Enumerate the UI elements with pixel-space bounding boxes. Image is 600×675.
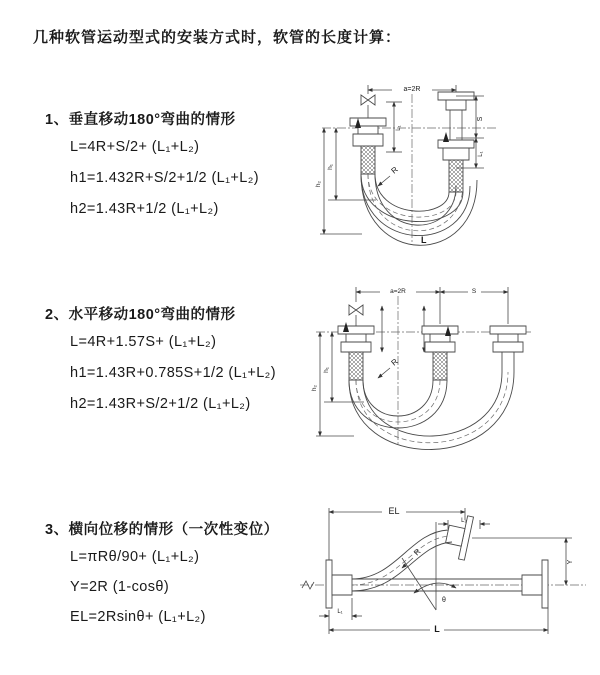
hose-u-bend [349, 372, 514, 450]
section-1-formula-h2: h2=1.43R+1/2 (L₁+L₂) [70, 201, 219, 217]
right-flange-assembly [490, 326, 526, 372]
radius-label: R [389, 164, 400, 176]
left-flange-assembly [338, 326, 374, 380]
dim-label-h-inner: h₁ [323, 367, 330, 373]
dim-label-a2r: a=2R [403, 86, 421, 93]
section-2-formula-l: L=4R+1.57S+ (L₁+L₂) [70, 334, 217, 350]
diagram-vertical-movement [306, 72, 550, 258]
section-2-formula-h1: h1=1.43R+0.785S+1/2 (L₁+L₂) [70, 365, 276, 381]
dim-label-y: Y [567, 559, 574, 565]
left-flange-assembly [350, 118, 386, 174]
length-label: L [421, 235, 427, 245]
valve-icon [361, 95, 375, 118]
dim-label-h-outer: h₂ [311, 384, 318, 392]
right-flange-original [522, 560, 548, 608]
section-1-formula-h1: h1=1.432R+S/2+1/2 (L₁+L₂) [70, 170, 260, 186]
braided-hose-section [433, 352, 447, 380]
valve-icon [349, 305, 363, 326]
section-1-heading: 1、垂直移动180°弯曲的情形 [45, 112, 236, 128]
radius-arrow [378, 368, 390, 378]
radius-label: R [389, 356, 400, 368]
diagram-horizontal-movement [306, 278, 556, 454]
section-3-formula-y: Y=2R (1-cosθ) [70, 579, 170, 595]
section-3-heading: 3、横向位移的情形（一次性变位） [45, 522, 279, 538]
hose-displaced-position [352, 530, 452, 591]
radius-label: R [412, 546, 423, 558]
length-label: L [434, 624, 440, 634]
braided-hose-section [349, 352, 363, 380]
break-mark-icon [302, 581, 314, 589]
middle-flange-assembly [422, 326, 458, 380]
left-flange [326, 560, 352, 608]
section-3-formula-l: L=πRθ/90+ (L₁+L₂) [70, 549, 200, 565]
diagram-lateral-displacement [296, 498, 596, 643]
radius-arrow [378, 176, 390, 186]
dim-label-h-inner: h₁ [327, 164, 334, 170]
section-1-formula-l: L=4R+S/2+ (L₁+L₂) [70, 139, 200, 155]
angle-label: θ [442, 597, 446, 604]
section-3-formula-el: EL=2Rsinθ+ (L₁+L₂) [70, 609, 206, 625]
page-title: 几种软管运动型式的安装方式时，软管的长度计算： [33, 29, 402, 46]
right-flange-displaced [443, 513, 474, 561]
up-arrow-icon [443, 132, 449, 142]
section-2-formula-h2: h2=1.43R+S/2+1/2 (L₁+L₂) [70, 396, 251, 412]
dim-label-a2r: a=2R [390, 288, 406, 295]
dim-label-l2: L₂ [461, 518, 467, 524]
section-2-heading: 2、水平移动180°弯曲的情形 [45, 307, 236, 323]
dim-label-s: S [471, 288, 477, 295]
dim-label-l1-left: L₁ [396, 125, 402, 131]
dim-label-l1-right: L₁ [478, 151, 484, 157]
dim-label-el: EL [388, 506, 400, 516]
dim-label-l1: L₁ [337, 609, 343, 615]
braided-hose-section [361, 146, 375, 174]
dim-label-s: S [477, 116, 484, 122]
dim-label-h-outer: h₂ [315, 180, 322, 188]
